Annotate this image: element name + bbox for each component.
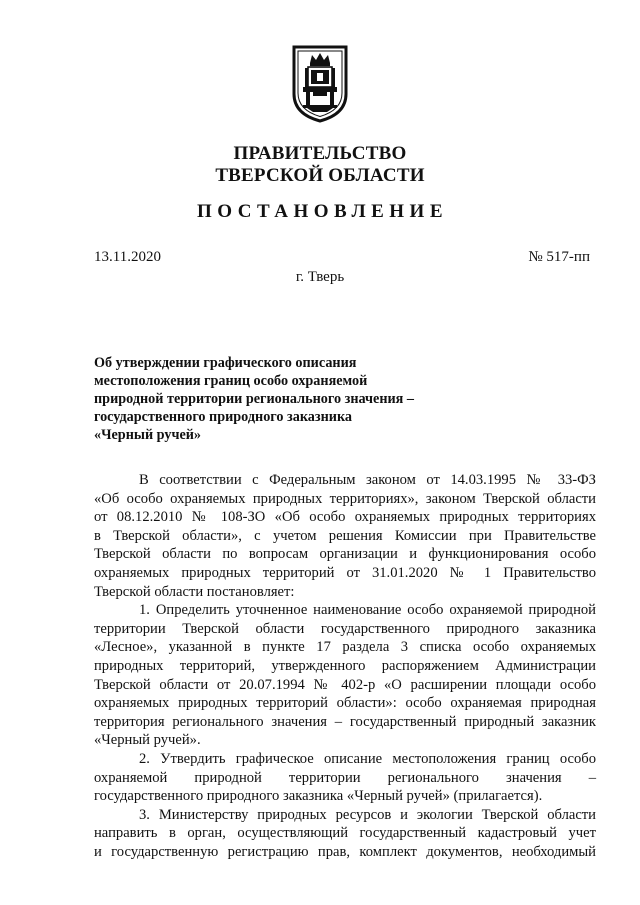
item-2-paragraph: [94, 750, 596, 806]
body-line: Тверской области по вопросам организации и функционирования особо: [94, 546, 596, 563]
body-line: от 08.12.2010 № 108-ЗО «Об особо охраняемых природных территориях: [94, 509, 596, 526]
government-title: ПРАВИТЕЛЬСТВО: [233, 143, 407, 164]
tver-coat-of-arms-emblem: [291, 44, 349, 124]
body-line: «Черный ручей».: [94, 732, 201, 749]
body-line: государственного природного заказника «Черный ручей» (прилагается).: [94, 788, 543, 805]
body-line: 3. Министерству природных ресурсов и экологии Тверской области: [139, 806, 596, 823]
body-line: направить в орган, осуществляющий государственный кадастровый учет: [94, 825, 596, 842]
item-3-paragraph: [94, 806, 596, 862]
subject-line: государственного природного заказника: [94, 409, 352, 425]
body-line: 1. Определить уточненное наименование особо охраняемой природной: [139, 602, 596, 619]
body-line: охраняемой природной территории регионального значения –: [94, 769, 596, 786]
body-line: в Тверской области», с учетом решения Комиссии при Правительстве: [94, 527, 596, 544]
body-line: 2. Утвердить графическое описание местоположения границ особо: [139, 750, 596, 767]
body-line: Тверской области постановляет:: [94, 583, 295, 600]
document-subject: [94, 354, 454, 444]
preamble-paragraph: [94, 471, 596, 601]
subject-line: местоположения границ особо охраняемой: [94, 373, 368, 389]
body-line: территория регионального значения – государственный природный заказник: [94, 713, 596, 730]
document-city: г. Тверь: [295, 269, 345, 285]
body-line: и государственную регистрацию прав, комплект документов, необходимый: [94, 843, 596, 860]
region-title: ТВЕРСКОЙ ОБЛАСТИ: [215, 165, 425, 186]
body-line: природных территорий, утвержденного распоряжением Администрации: [94, 657, 596, 674]
subject-line: «Черный ручей»: [94, 427, 202, 443]
body-line: территории Тверской области государственного природного заказника: [94, 620, 596, 637]
body-line: Тверской области от 20.07.1994 № 402-р «О расширении площади особо: [94, 676, 596, 693]
body-line: В соответствии с Федеральным законом от 14.03.1995 № 33-ФЗ: [139, 472, 596, 488]
document-type: ПОСТАНОВЛЕНИЕ: [196, 201, 449, 222]
body-line: охраняемых природных территорий области»: особо охраняемая природная: [94, 695, 596, 712]
document-date: 13.11.2020: [94, 249, 161, 265]
body-line: охраняемых природных территорий от 31.01.2020 № 1 Правительство: [94, 564, 596, 581]
body-line: «Об особо охраняемых природных территориях», законом Тверской области: [94, 490, 596, 507]
subject-line: природной территории регионального значения –: [94, 391, 414, 407]
body-line: «Лесное», указанной в пункте 17 раздела 3 списка особо охраняемых: [94, 639, 596, 656]
document-body: [94, 471, 596, 861]
document-number: № 517-пп: [528, 249, 590, 265]
subject-line: Об утверждении графического описания: [94, 355, 357, 371]
item-1-paragraph: [94, 601, 596, 750]
